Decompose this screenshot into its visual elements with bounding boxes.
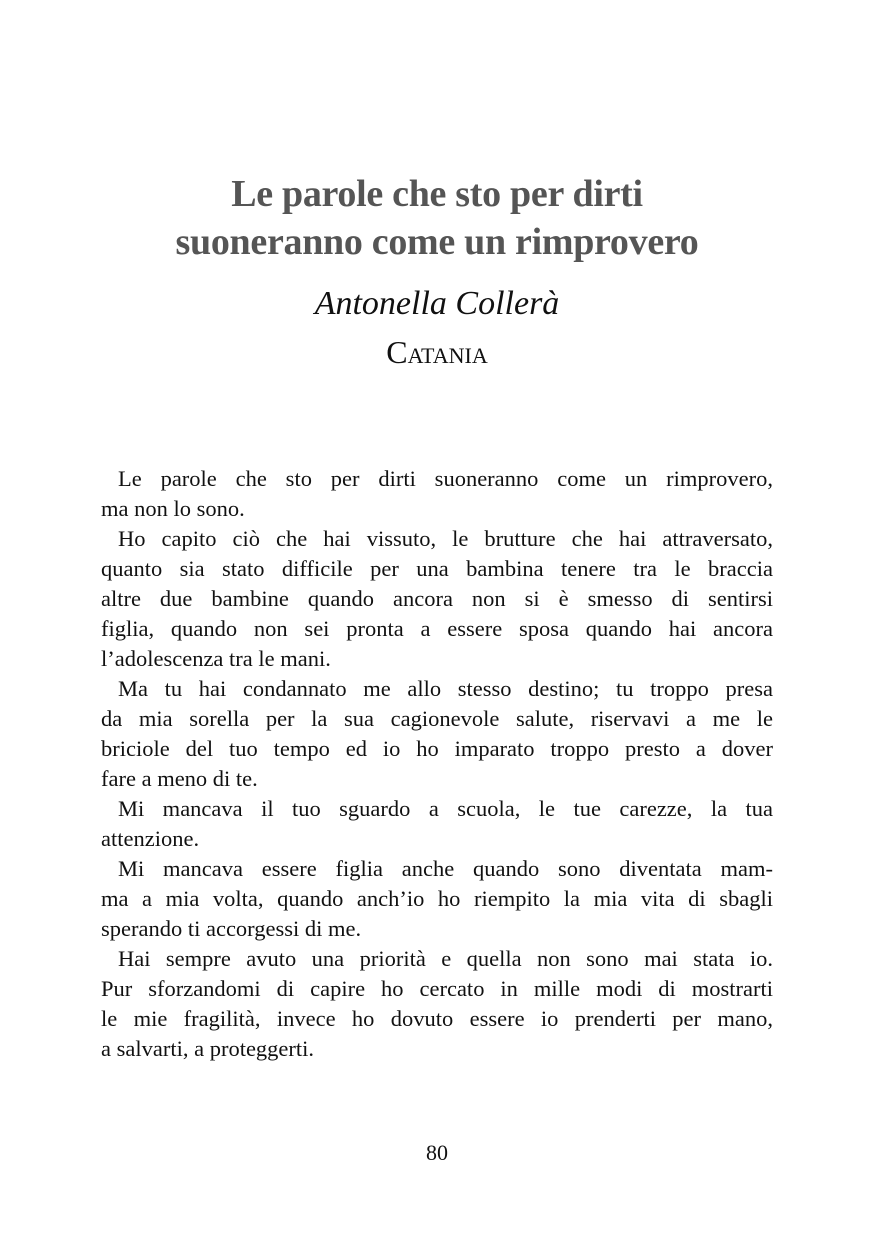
- paragraph: [101, 674, 773, 794]
- author-name: Antonella Collerà: [314, 285, 560, 322]
- text-line: Mi mancava essere figlia anche quando sono diventata mam-: [118, 856, 773, 881]
- text-line: Mi mancava il tuo sguardo a scuola, le tue carezze, la tua: [118, 796, 773, 821]
- text-line: quanto sia stato difficile per una bambina tenere tra le braccia: [101, 556, 773, 581]
- text-line: sperando ti accorgessi di me.: [101, 916, 362, 941]
- text-line: figlia, quando non sei pronta a essere sposa quando hai ancora: [101, 616, 773, 641]
- text-line: le mie fragilità, invece ho dovuto essere io prenderti per mano,: [101, 1006, 773, 1031]
- page-title: [0, 170, 874, 266]
- paragraph: [101, 794, 773, 854]
- text-line: Ho capito ciò che hai vissuto, le brutture che hai attraversato,: [118, 526, 773, 551]
- page-number: 80: [426, 1140, 448, 1165]
- text-line: ma a mia volta, quando anch’io ho riempito la mia vita di sbagli: [101, 886, 773, 911]
- paragraph: [101, 944, 773, 1064]
- text-line: Le parole che sto per dirti suoneranno come un rimprovero,: [118, 466, 773, 491]
- text-line: ma non lo sono.: [101, 496, 245, 521]
- text-line: Ma tu hai condannato me allo stesso destino; tu troppo presa: [118, 676, 773, 701]
- text-line: Pur sforzandomi di capire ho cercato in mille modi di mostrarti: [101, 976, 773, 1001]
- author-city: Catania: [386, 334, 488, 370]
- paragraph: [101, 524, 773, 674]
- text-line: l’adolescenza tra le mani.: [101, 646, 331, 671]
- body-text: [101, 464, 773, 1064]
- text-line: da mia sorella per la sua cagionevole salute, riservavi a me le: [101, 706, 773, 731]
- paragraph: [101, 464, 773, 524]
- text-line: Hai sempre avuto una priorità e quella non sono mai stata io.: [118, 946, 773, 971]
- text-line: fare a meno di te.: [101, 766, 258, 791]
- text-line: briciole del tuo tempo ed io ho imparato troppo presto a dover: [101, 736, 773, 761]
- text-line: a salvarti, a proteggerti.: [101, 1036, 315, 1061]
- text-line: attenzione.: [101, 826, 200, 851]
- title-line: Le parole che sto per dirti: [231, 173, 643, 215]
- title-line: suoneranno come un rimprovero: [175, 221, 699, 263]
- paragraph: [101, 854, 773, 944]
- text-line: altre due bambine quando ancora non si è smesso di sentirsi: [101, 586, 773, 611]
